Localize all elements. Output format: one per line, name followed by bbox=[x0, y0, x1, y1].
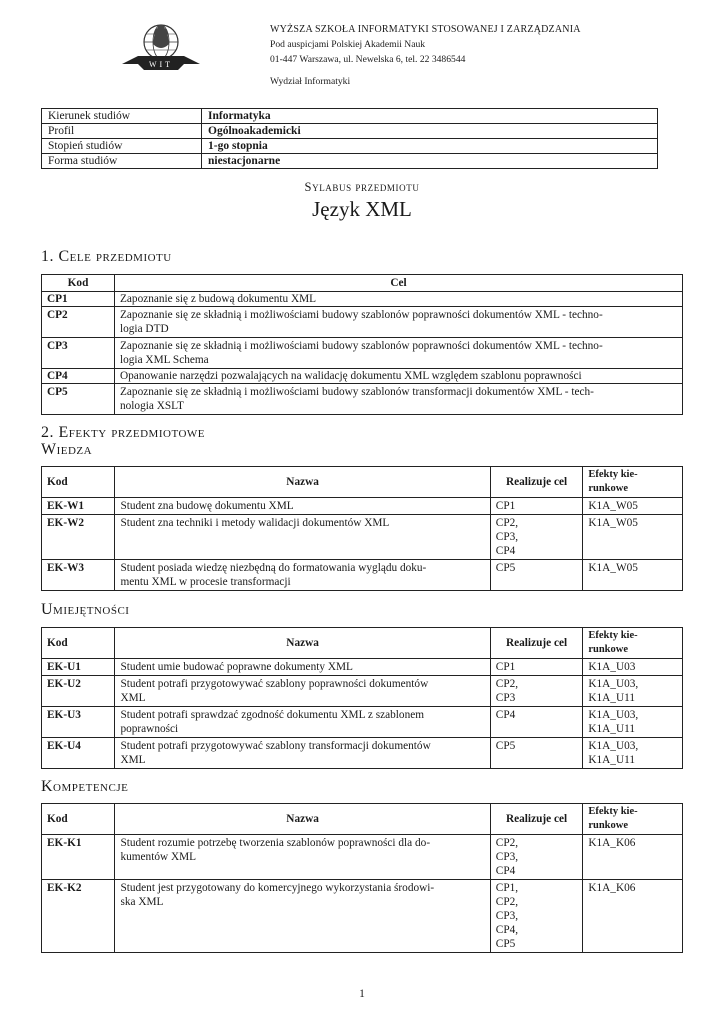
table-row bbox=[42, 835, 683, 880]
table-row bbox=[42, 307, 683, 338]
page-number: 1 bbox=[359, 988, 365, 1000]
course-title: Język XML bbox=[312, 197, 412, 221]
goal-code: CP5 bbox=[42, 384, 115, 415]
goal-text: Zapoznanie się ze składnią i możliwościami budowy szablonów transformacji dokumentów XML - tech- bbox=[120, 386, 594, 398]
effect-code: EK-W3 bbox=[42, 560, 115, 591]
table-row bbox=[42, 369, 683, 384]
effect-name: Student potrafi przygotowywać szablony poprawności dokumentów XML bbox=[115, 676, 490, 707]
university-patronage: Pod auspicjami Polskiej Akademii Nauk bbox=[270, 39, 426, 50]
effect-outcome: K1A_K06 bbox=[583, 835, 683, 880]
effect-name: Student umie budować poprawne dokumenty XML bbox=[115, 659, 490, 676]
col-header-kod: Kod bbox=[42, 628, 115, 659]
effect-goal: CP4 bbox=[490, 707, 583, 738]
col-header-realizuje: Realizuje cel bbox=[490, 804, 583, 835]
info-label: Kierunek studiów bbox=[42, 109, 202, 124]
logo-text: WIT bbox=[148, 60, 174, 69]
effect-outcome: K1A_W05 bbox=[583, 498, 683, 515]
goal-text-cont: nologia XSLT bbox=[120, 400, 184, 412]
table-row bbox=[42, 498, 683, 515]
col-header-kod: Kod bbox=[42, 804, 115, 835]
info-value: Informatyka bbox=[202, 109, 658, 124]
effect-name: Student zna techniki i metody walidacji dokumentów XML bbox=[115, 515, 490, 560]
goal-code: CP1 bbox=[42, 292, 115, 307]
info-value: niestacjonarne bbox=[202, 154, 658, 169]
knowledge-table bbox=[41, 466, 683, 591]
info-row bbox=[42, 154, 658, 169]
section-heading-goals: 1. Cele przedmiotu bbox=[41, 248, 172, 265]
col-header-efekty-line2: runkowe bbox=[588, 820, 629, 831]
effect-name: Student jest przygotowany do komercyjnego wykorzystania środowi- ska XML bbox=[115, 880, 490, 953]
goal-text-cont: logia XML Schema bbox=[120, 354, 209, 366]
col-header-efekty bbox=[583, 804, 683, 835]
effect-goal: CP5 bbox=[490, 560, 583, 591]
subsection-heading-knowledge: Wiedza bbox=[41, 441, 93, 458]
goal-code: CP3 bbox=[42, 338, 115, 369]
effect-goal: CP2, CP3 bbox=[490, 676, 583, 707]
col-header-realizuje: Realizuje cel bbox=[490, 628, 583, 659]
info-label: Stopień studiów bbox=[42, 139, 202, 154]
effect-code: EK-K1 bbox=[42, 835, 115, 880]
effect-goal: CP1, CP2, CP3, CP4, CP5 bbox=[490, 880, 583, 953]
effect-goal: CP2, CP3, CP4 bbox=[490, 835, 583, 880]
col-header-efekty-line1: Efekty kie- bbox=[588, 469, 638, 480]
table-row bbox=[42, 515, 683, 560]
effect-outcome: K1A_U03 bbox=[583, 659, 683, 676]
effect-name: Student posiada wiedzę niezbędną do formatowania wyglądu doku- mentu XML w procesie transformacji bbox=[115, 560, 490, 591]
faculty-name: Wydział Informatyki bbox=[270, 76, 351, 87]
effect-code: EK-K2 bbox=[42, 880, 115, 953]
effect-name: Student zna budowę dokumentu XML bbox=[115, 498, 490, 515]
effect-goal: CP2, CP3, CP4 bbox=[490, 515, 583, 560]
table-row bbox=[42, 338, 683, 369]
info-value: 1-go stopnia bbox=[202, 139, 658, 154]
info-row bbox=[42, 109, 658, 124]
table-row bbox=[42, 659, 683, 676]
section-heading-effects bbox=[41, 424, 205, 458]
col-header-realizuje: Realizuje cel bbox=[490, 467, 583, 498]
table-row bbox=[42, 676, 683, 707]
syllabus-label: Sylabus przedmiotu bbox=[304, 180, 420, 194]
effect-outcome: K1A_U03, K1A_U11 bbox=[583, 707, 683, 738]
table-row bbox=[42, 292, 683, 307]
goals-table bbox=[41, 274, 683, 415]
info-label: Profil bbox=[42, 124, 202, 139]
skills-table bbox=[41, 627, 683, 769]
col-header-nazwa: Nazwa bbox=[115, 628, 490, 659]
col-header-efekty-line1: Efekty kie- bbox=[588, 630, 638, 641]
effect-outcome: K1A_W05 bbox=[583, 560, 683, 591]
effect-outcome: K1A_K06 bbox=[583, 880, 683, 953]
info-row bbox=[42, 124, 658, 139]
program-info-table bbox=[41, 108, 658, 169]
effect-code: EK-W1 bbox=[42, 498, 115, 515]
goal-text: Opanowanie narzędzi pozwalających na walidację dokumentu XML względem szablonu poprawności bbox=[115, 369, 683, 384]
subsection-heading-skills: Umiejętności bbox=[41, 601, 130, 618]
col-header-cel: Cel bbox=[115, 275, 683, 292]
goal-text-cont: logia DTD bbox=[120, 323, 169, 335]
goal-text: Zapoznanie się ze składnią i możliwościami budowy szablonów poprawności dokumentów XML - techno- bbox=[120, 340, 603, 352]
col-header-efekty-line2: runkowe bbox=[588, 483, 629, 494]
document-header bbox=[0, 0, 724, 95]
table-row bbox=[42, 384, 683, 415]
col-header-nazwa: Nazwa bbox=[115, 804, 490, 835]
syllabus-title-block bbox=[0, 180, 724, 222]
effect-goal: CP1 bbox=[490, 498, 583, 515]
info-label: Forma studiów bbox=[42, 154, 202, 169]
goal-text: Zapoznanie się z budową dokumentu XML bbox=[115, 292, 683, 307]
col-header-efekty-line2: runkowe bbox=[588, 644, 629, 655]
university-address: 01-447 Warszawa, ul. Newelska 6, tel. 22 3486544 bbox=[270, 54, 466, 65]
table-row bbox=[42, 880, 683, 953]
col-header-efekty bbox=[583, 628, 683, 659]
effect-name: Student potrafi sprawdzać zgodność dokumentu XML z szablonem poprawności bbox=[115, 707, 490, 738]
effect-code: EK-U1 bbox=[42, 659, 115, 676]
goal-code: CP2 bbox=[42, 307, 115, 338]
university-name: WYŻSZA SZKOŁA INFORMATYKI STOSOWANEJ I ZARZĄDZANIA bbox=[270, 24, 581, 35]
col-header-kod: Kod bbox=[42, 275, 115, 292]
section-heading-effects-title: 2. Efekty przedmiotowe bbox=[41, 424, 206, 441]
effect-outcome: K1A_U03, K1A_U11 bbox=[583, 738, 683, 769]
info-row bbox=[42, 139, 658, 154]
col-header-nazwa: Nazwa bbox=[115, 467, 490, 498]
effect-code: EK-U4 bbox=[42, 738, 115, 769]
col-header-efekty bbox=[583, 467, 683, 498]
university-logo bbox=[118, 18, 204, 76]
table-row bbox=[42, 707, 683, 738]
col-header-efekty-line1: Efekty kie- bbox=[588, 806, 638, 817]
effect-goal: CP5 bbox=[490, 738, 583, 769]
col-header-kod: Kod bbox=[42, 467, 115, 498]
effect-name: Student rozumie potrzebę tworzenia szablonów poprawności dla do- kumentów XML bbox=[115, 835, 490, 880]
effect-name: Student potrafi przygotowywać szablony transformacji dokumentów XML bbox=[115, 738, 490, 769]
goal-text: Zapoznanie się ze składnią i możliwościami budowy szablonów poprawności dokumentów XML - techno- bbox=[120, 309, 603, 321]
effect-goal: CP1 bbox=[490, 659, 583, 676]
goal-code: CP4 bbox=[42, 369, 115, 384]
competences-table bbox=[41, 803, 683, 953]
effect-code: EK-U2 bbox=[42, 676, 115, 707]
table-row bbox=[42, 738, 683, 769]
effect-code: EK-W2 bbox=[42, 515, 115, 560]
info-value: Ogólnoakademicki bbox=[202, 124, 658, 139]
effect-code: EK-U3 bbox=[42, 707, 115, 738]
effect-outcome: K1A_U03, K1A_U11 bbox=[583, 676, 683, 707]
subsection-heading-competences: Kompetencje bbox=[41, 778, 129, 795]
effect-outcome: K1A_W05 bbox=[583, 515, 683, 560]
table-row bbox=[42, 560, 683, 591]
